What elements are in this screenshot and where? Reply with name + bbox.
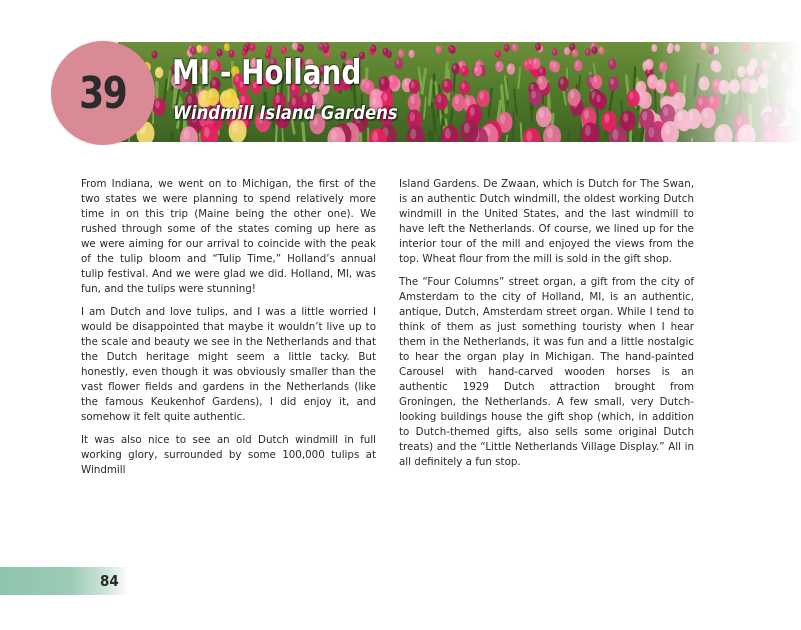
right-text-column: [399, 177, 694, 478]
paragraph: It was also nice to see an old Dutch windmill in full working glory, surrounded by some 100,000 tulips at Windmill: [81, 434, 376, 476]
paragraph: Island Gardens. De Zwaan, which is Dutch for The Swan, is an authentic Dutch windmill, the oldest working Dutch windmill in the United States, and the last windmill to have left the Netherlands. Of course, we lined up for the interior tour of the mill and enjoyed the views from the top. Wheat flour from the mill is sold in the gift shop.: [399, 178, 694, 265]
chapter-number-badge: [51, 41, 155, 145]
paragraph: The “Four Columns” street organ, a gift from the city of Amsterdam to the city of Holland, MI, is an authentic, antique, Dutch, Amsterdam street organ. While I tend to think of them as just something touristy when I hear them in the Netherlands, it was fun and a little nostalgic to hear the organ play in Michigan. The hand-painted Carousel with hand-carved wooden horses is an authentic 1929 Dutch attraction brought from Groningen, the Netherlands. A few small, very Dutch-looking buildings house the gift shop (which, in addition to Dutch-themed gifts, also sells some original Dutch treats) and the “Little Netherlands Village Display.” All in all definitely a fun stop.: [399, 276, 694, 468]
left-text-column: [81, 177, 376, 486]
paragraph: From Indiana, we went on to Michigan, the first of the two states we were planning to spend relatively more time in on this trip (Maine being the other one). We rushed through some of the states coming up here as we were aiming for our arrival to coincide with the peak of the tulip bloom and “Tulip Time,” Holland’s annual tulip festival. And we were glad we did. Holland, MI, was fun, and the tulips were stunning!: [81, 178, 376, 295]
page-number: 84: [100, 572, 119, 590]
paragraph: I am Dutch and love tulips, and I was a little worried I would be disappointed that maybe it wouldn’t live up to the scale and beauty we see in the Netherlands and that the Dutch heritage might seem a little tacky. But honestly, even though it was obviously smaller than the vast flower fields and gardens in the Netherlands (like the famous Keukenhof Gardens), I did enjoy it, and somehow it felt quite authentic.: [81, 306, 376, 423]
chapter-number: 39: [79, 67, 127, 119]
chapter-title: MI - Holland: [172, 53, 362, 93]
chapter-subtitle: Windmill Island Gardens: [173, 102, 398, 124]
